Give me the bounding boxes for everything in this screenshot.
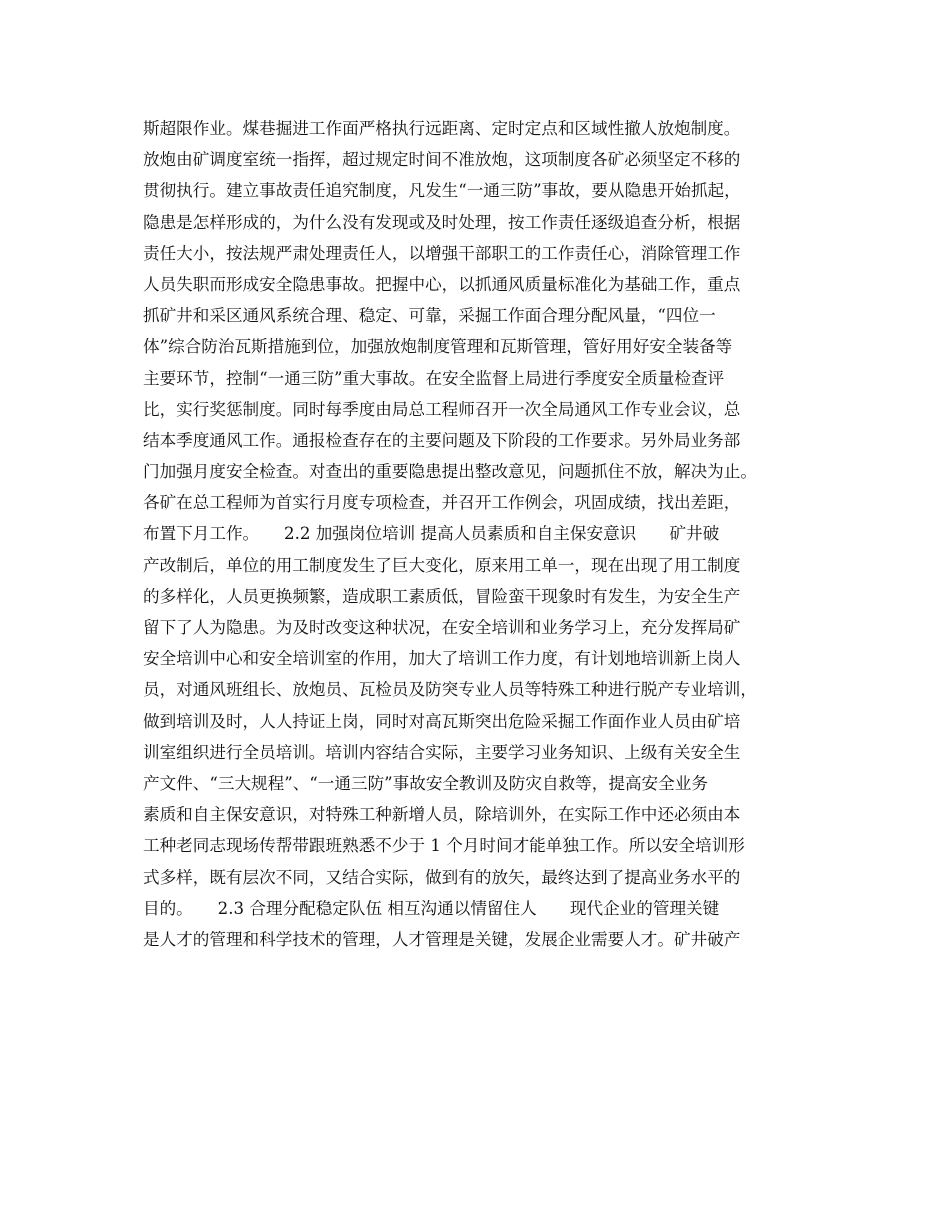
text-line: 产改制后，单位的用工制度发生了巨大变化，原来用工单一，现在出现了用工制度 (143, 555, 741, 575)
text-line: 员，对通风班组长、放炮员、瓦检员及防突专业人员等特殊工种进行脱产专业培训， (143, 680, 757, 700)
text-line: 人员失职而形成安全隐患事故。把握中心，以抓通风质量标准化为基础工作，重点 (143, 274, 741, 294)
text-line: 式多样，既有层次不同，又结合实际，做到有的放矢，最终达到了提高业务水平的 (143, 867, 741, 887)
text-line: 贯彻执行。建立事故责任追究制度，凡发生“一通三防”事故，要从隐患开始抓起， (143, 181, 741, 201)
text-line: 产文件、“三大规程”、“一通三防”事故安全教训及防灾自救等，提高安全业务 (143, 773, 708, 793)
text-line: 隐患是怎样形成的，为什么没有发现或及时处理，按工作责任逐级追查分析，根据 (143, 212, 741, 232)
text-line: 各矿在总工程师为首实行月度专项检查，并召开工作例会，巩固成绩，找出差距， (143, 493, 741, 513)
text-line: 抓矿井和采区通风系统合理、稳定、可靠，采掘工作面合理分配风量，“四位一 (143, 306, 716, 326)
text-line: 目的。 2.3 合理分配稳定队伍 相互沟通以情留住人 现代企业的管理关键 (143, 898, 720, 918)
text-line: 做到培训及时，人人持证上岗，同时对高瓦斯突出危险采掘工作面作业人员由矿培 (143, 711, 741, 731)
text-line: 是人才的管理和科学技术的管理，人才管理是关键，发展企业需要人才。矿井破产 (143, 929, 741, 949)
text-line: 放炮由矿调度室统一指挥，超过规定时间不准放炮，这项制度各矿必须坚定不移的 (143, 150, 741, 170)
text-line: 主要环节，控制“一通三防”重大事故。在安全监督上局进行季度安全质量检查评 (143, 368, 725, 388)
text-line: 的多样化，人员更换频繁，造成职工素质低，冒险蛮干现象时有发生，为安全生产 (143, 586, 741, 606)
text-line: 训室组织进行全员培训。培训内容结合实际，主要学习业务知识、上级有关安全生 (143, 742, 741, 762)
text-line: 结本季度通风工作。通报检查存在的主要问题及下阶段的工作要求。另外局业务部 (143, 430, 741, 450)
text-line: 工种老同志现场传帮带跟班熟悉不少于 1 个月时间才能单独工作。所以安全培训形 (143, 836, 745, 856)
text-line: 体”综合防治瓦斯措施到位，加强放炮制度管理和瓦斯管理，管好用好安全装备等 (143, 337, 733, 357)
text-line: 斯超限作业。煤巷掘进工作面严格执行远距离、定时定点和区域性撤人放炮制度。 (143, 119, 741, 138)
text-line: 比，实行奖惩制度。同时每季度由局总工程师召开一次全局通风工作专业会议，总 (143, 399, 741, 419)
body-text (143, 113, 833, 955)
text-line: 布置下月工作。 2.2 加强岗位培训 提高人员素质和自主保安意识 矿井破 (143, 524, 720, 544)
text-line: 素质和自主保安意识，对特殊工种新增人员，除培训外，在实际工作中还必须由本 (143, 805, 741, 825)
text-line: 责任大小，按法规严肃处理责任人，以增强干部职工的工作责任心，消除管理工作 (143, 243, 741, 263)
text-line: 门加强月度安全检查。对查出的重要隐患提出整改意见，问题抓住不放，解决为止。 (143, 462, 757, 482)
text-line: 安全培训中心和安全培训室的作用，加大了培训工作力度，有计划地培训新上岗人 (143, 649, 741, 669)
text-line: 留下了人为隐患。为及时改变这种状况，在安全培训和业务学习上，充分发挥局矿 (143, 618, 741, 637)
